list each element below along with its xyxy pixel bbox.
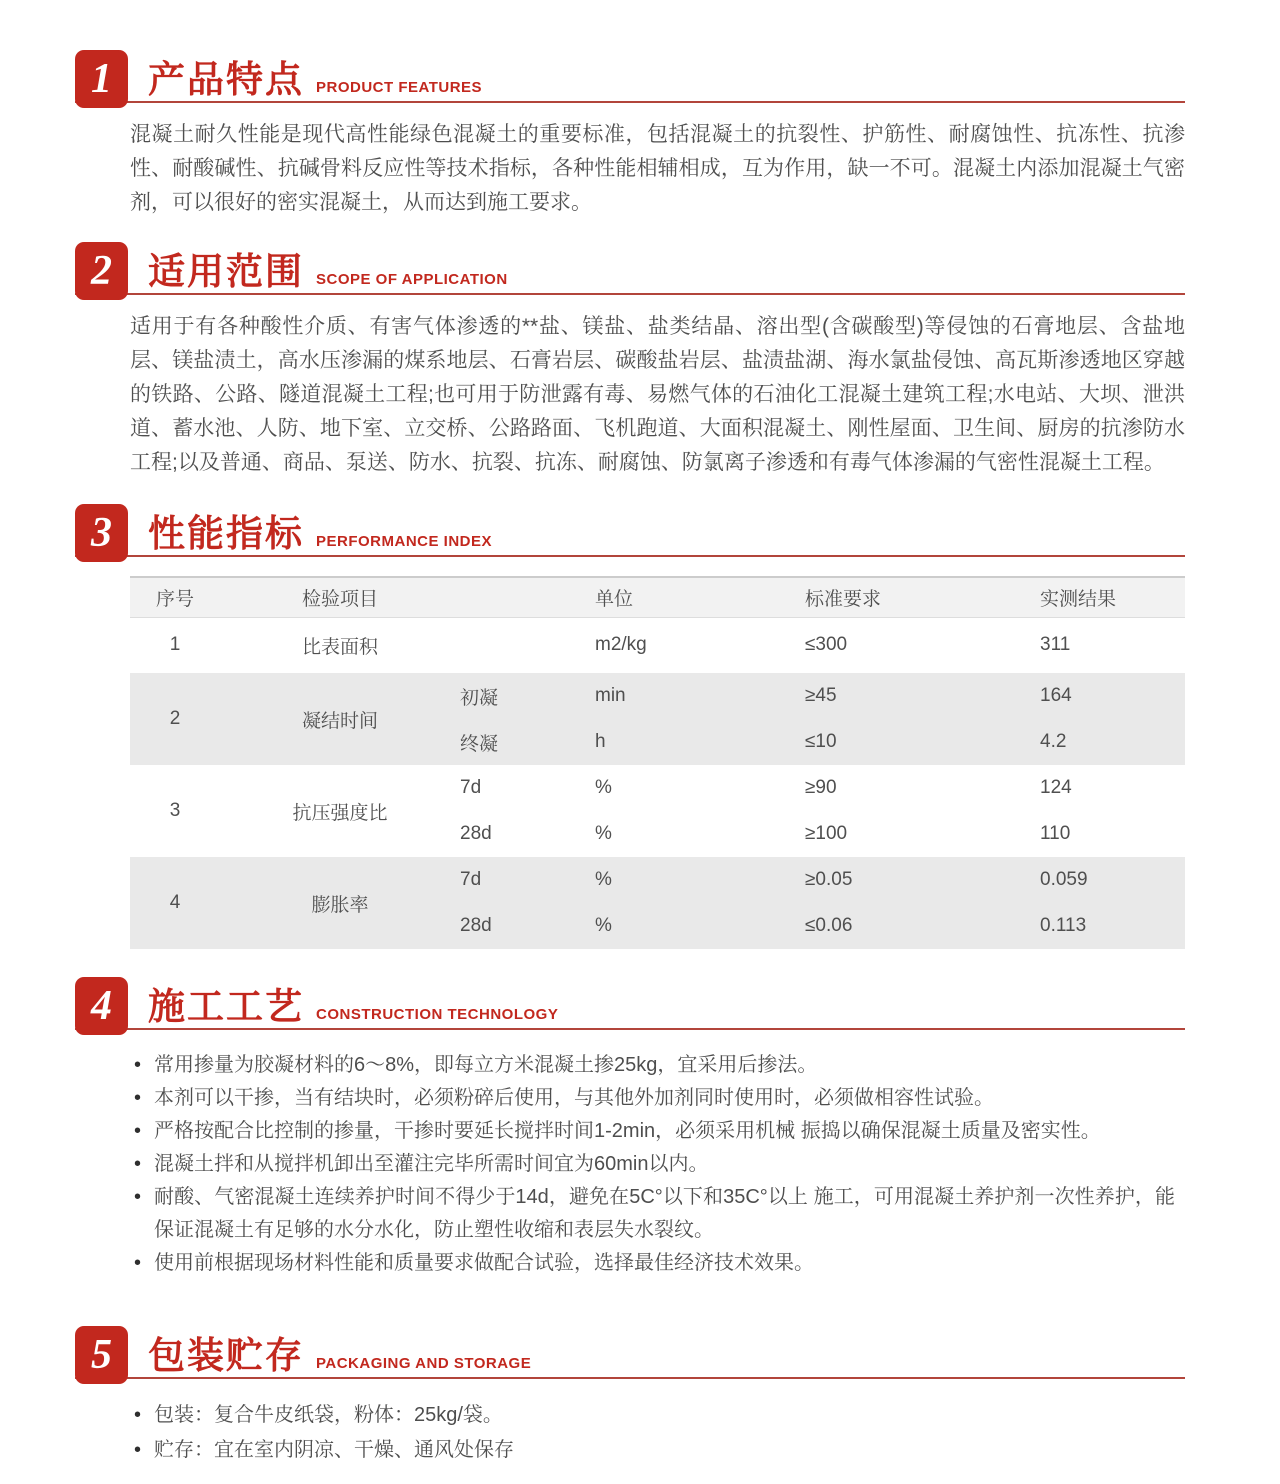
performance-table: [130, 576, 1185, 949]
bullet-item: • 包装：复合牛皮纸袋，粉体：25kg/袋。: [130, 1398, 1175, 1433]
cell-item: 比表面积: [301, 636, 378, 658]
section-subtitle: SCOPE OF APPLICATION: [316, 271, 508, 288]
cell-no: 2: [169, 708, 181, 729]
cell-standard: ≥100: [805, 823, 848, 844]
cell-result: 110: [1040, 823, 1071, 844]
cell-unit: h: [595, 731, 606, 752]
section-title: 包装贮存: [148, 1335, 304, 1376]
section-subtitle: PRODUCT FEATURES: [316, 79, 483, 96]
table-row: [130, 673, 1185, 719]
section-number-badge: 2: [75, 242, 128, 300]
section-title: 施工工艺: [148, 986, 304, 1027]
cell-sub: 7d: [460, 777, 482, 798]
cell-no: 3: [169, 800, 181, 821]
cell-sub: 28d: [460, 915, 492, 936]
header-underline: [75, 555, 1185, 557]
cell-no: 1: [169, 634, 181, 656]
section-construction-technology: [75, 975, 1185, 1280]
section-scope-of-application: [75, 240, 1185, 480]
section-performance-index: [75, 502, 1185, 949]
cell-result: 164: [1040, 685, 1072, 706]
bullet-item: • 本剂可以干掺，当有结块时，必须粉碎后使用，与其他外加剂同时使用时，必须做相容性试验。: [130, 1082, 1175, 1115]
cell-item: 凝结时间: [301, 710, 378, 732]
section-header: [75, 1324, 1185, 1384]
bullet-item: • 严格按配合比控制的掺量，干掺时要延长搅拌时间1-2min，必须采用机械 振捣以确保混凝土质量及密实性。: [130, 1115, 1175, 1148]
bullet-list: [130, 1398, 1175, 1468]
cell-standard: ≥45: [805, 685, 837, 706]
section-header: [75, 48, 1185, 108]
cell-sub: 28d: [460, 823, 492, 844]
bullet-item: • 耐酸、气密混凝土连续养护时间不得少于14d，避免在5C°以下和35C°以上 施工，可用混凝土养护剂一次性养护，能保证混凝土有足够的水分水化，防止塑性收缩和表层失水裂纹。: [130, 1181, 1175, 1247]
section-subtitle: PACKAGING AND STORAGE: [316, 1355, 532, 1372]
section-number-badge: 4: [75, 977, 128, 1035]
col-header-unit: 单位: [595, 588, 634, 610]
cell-standard: ≥0.05: [805, 869, 853, 890]
cell-unit: m2/kg: [595, 634, 647, 656]
cell-item: 膨胀率: [311, 894, 369, 916]
cell-result: 0.113: [1040, 915, 1087, 936]
col-header-result: 实测结果: [1040, 588, 1117, 610]
cell-result: 311: [1040, 634, 1071, 656]
cell-result: 4.2: [1040, 731, 1067, 752]
section-number-badge: 3: [75, 504, 128, 562]
section-number-badge: 1: [75, 50, 128, 108]
header-underline: [75, 1028, 1185, 1030]
cell-unit: %: [595, 869, 612, 890]
section-header: [75, 975, 1185, 1035]
bullet-item: • 使用前根据现场材料性能和质量要求做配合试验，选择最佳经济技术效果。: [130, 1247, 1175, 1280]
cell-unit: %: [595, 823, 612, 844]
bullet-item: • 混凝土拌和从搅拌机卸出至灌注完毕所需时间宜为60min以内。: [130, 1148, 1175, 1181]
section-paragraph: 混凝土耐久性能是现代高性能绿色混凝土的重要标准，包括混凝土的抗裂性、护筋性、耐腐蚀性、抗冻性、抗渗性、耐酸碱性、抗碱骨料反应性等技术指标，各种性能相辅相成，互为作用，缺一不可。混凝土内添加混凝土气密剂，可以很好的密实混凝土，从而达到施工要求。: [130, 123, 1185, 214]
cell-result: 0.059: [1040, 869, 1088, 890]
section-header: [75, 240, 1185, 300]
section-title: 性能指标: [148, 513, 304, 554]
section-subtitle: CONSTRUCTION TECHNOLOGY: [316, 1006, 559, 1023]
cell-standard: ≤300: [805, 634, 848, 656]
cell-standard: ≤10: [805, 731, 837, 752]
section-number-badge: 5: [75, 1326, 128, 1384]
table-row: [130, 765, 1185, 811]
section-title: 产品特点: [148, 59, 304, 100]
header-underline: [75, 1377, 1185, 1379]
cell-sub: [460, 617, 595, 673]
bullet-list: [130, 1049, 1175, 1280]
table-row: [130, 617, 1185, 673]
section-title: 适用范围: [148, 251, 304, 292]
cell-standard: ≥90: [805, 777, 837, 798]
section-packaging-storage: [75, 1324, 1185, 1468]
cell-sub: 7d: [460, 869, 482, 890]
col-header-item: 检验项目: [301, 588, 378, 610]
header-underline: [75, 101, 1185, 103]
cell-unit: %: [595, 777, 612, 798]
cell-unit: %: [595, 915, 612, 936]
cell-standard: ≤0.06: [805, 915, 853, 936]
section-header: [75, 502, 1185, 562]
section-paragraph: 适用于有各种酸性介质、有害气体渗透的**盐、镁盐、盐类结晶、溶出型(含碳酸型)等侵蚀的石膏地层、含盐地层、镁盐渍土，高水压渗漏的煤系地层、石膏岩层、碳酸盐岩层、盐渍盐湖、海水氯盐侵蚀、高瓦斯渗透地区穿越的铁路、公路、隧道混凝土工程;也可用于防泄露有毒、易燃气体的石油化工混凝土建筑工程;水电站、大坝、泄洪道、蓄水池、人防、地下室、立交桥、公路路面、飞机跑道、大面积混凝土、刚性屋面、卫生间、厨房的抗渗防水工程;以及普通、商品、泵送、防水、抗裂、抗冻、耐腐蚀、防氯离子渗透和有毒气体渗漏的气密性混凝土工程。: [130, 315, 1185, 474]
cell-unit: min: [595, 685, 626, 706]
cell-item: 抗压强度比: [292, 802, 388, 824]
cell-sub: 终凝: [460, 733, 499, 755]
bullet-item: • 常用掺量为胶凝材料的6～8%，即每立方米混凝土掺25kg，宜采用后掺法。: [130, 1049, 1175, 1082]
section-product-features: [75, 48, 1185, 220]
col-header-standard: 标准要求: [805, 588, 882, 610]
cell-sub: 初凝: [460, 687, 499, 709]
cell-result: 124: [1040, 777, 1072, 798]
col-header-no: 序号: [155, 588, 194, 610]
table-header-row: [130, 577, 1185, 617]
col-header-spacer: [460, 577, 595, 617]
table-row: [130, 857, 1185, 903]
cell-no: 4: [169, 892, 181, 913]
header-underline: [75, 293, 1185, 295]
section-subtitle: PERFORMANCE INDEX: [316, 533, 493, 550]
bullet-item: • 贮存：宜在室内阴凉、干燥、通风处保存: [130, 1433, 1175, 1468]
